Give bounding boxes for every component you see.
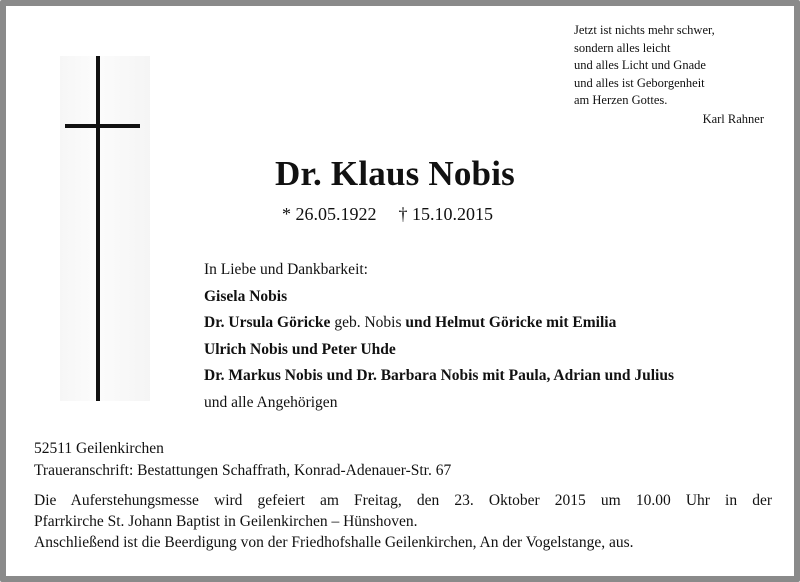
mourners-closing: und alle Angehörigen: [204, 393, 338, 411]
cross-shadow: [60, 56, 150, 401]
quote-line: und alles Licht und Gnade: [574, 58, 706, 72]
birth-date: * 26.05.1922: [282, 204, 377, 224]
service-info: [34, 490, 772, 553]
mourner-maiden-name: geb. Nobis: [330, 314, 406, 331]
mourners-intro: In Liebe und Dankbarkeit:: [204, 261, 368, 278]
mourner-line: Dr. Markus Nobis und Dr. Barbara Nobis mit Paula, Adrian und Julius: [204, 367, 675, 384]
cross-icon: [60, 56, 150, 401]
quote-line: und alles ist Geborgenheit: [574, 75, 705, 90]
mourner-name: Dr. Ursula Göricke: [204, 314, 331, 331]
address-block: [34, 438, 451, 481]
death-date: † 15.10.2015: [398, 204, 493, 224]
quote-line: am Herzen Gottes.: [574, 93, 668, 107]
quote-author: Karl Rahner: [702, 111, 764, 126]
city-line: 52511 Geilenkirchen: [34, 440, 164, 457]
mourner-line: Ulrich Nobis und Peter Uhde: [204, 340, 396, 358]
mourners-list: [204, 257, 794, 416]
mourning-address: Traueranschrift: Bestattungen Schaffrath, Konrad-Adenauer-Str. 67: [34, 461, 452, 479]
cross-horizontal-bar: [65, 124, 140, 128]
service-line: Pfarrkirche St. Johann Baptist in Geilenkirchen – Hünshoven.: [34, 513, 418, 530]
deceased-name: Dr. Klaus Nobis: [275, 154, 515, 193]
mourner-name: und Helmut Göricke mit Emilia: [405, 314, 617, 331]
quote-line: Jetzt ist nichts mehr schwer,: [574, 23, 715, 37]
quote-line: sondern alles leicht: [574, 40, 671, 55]
life-dates: [282, 204, 493, 225]
mourner-line: Gisela Nobis: [204, 287, 288, 305]
quote-block: [574, 22, 764, 128]
service-line: Die Auferstehungsmesse wird gefeiert am Freitag, den 23. Oktober 2015 um 10.00 Uhr in der: [34, 492, 772, 509]
cross-vertical-bar: [96, 56, 100, 401]
service-line: Anschließend ist die Beerdigung von der Friedhofshalle Geilenkirchen, An der Vogelstange, aus.: [34, 534, 634, 551]
